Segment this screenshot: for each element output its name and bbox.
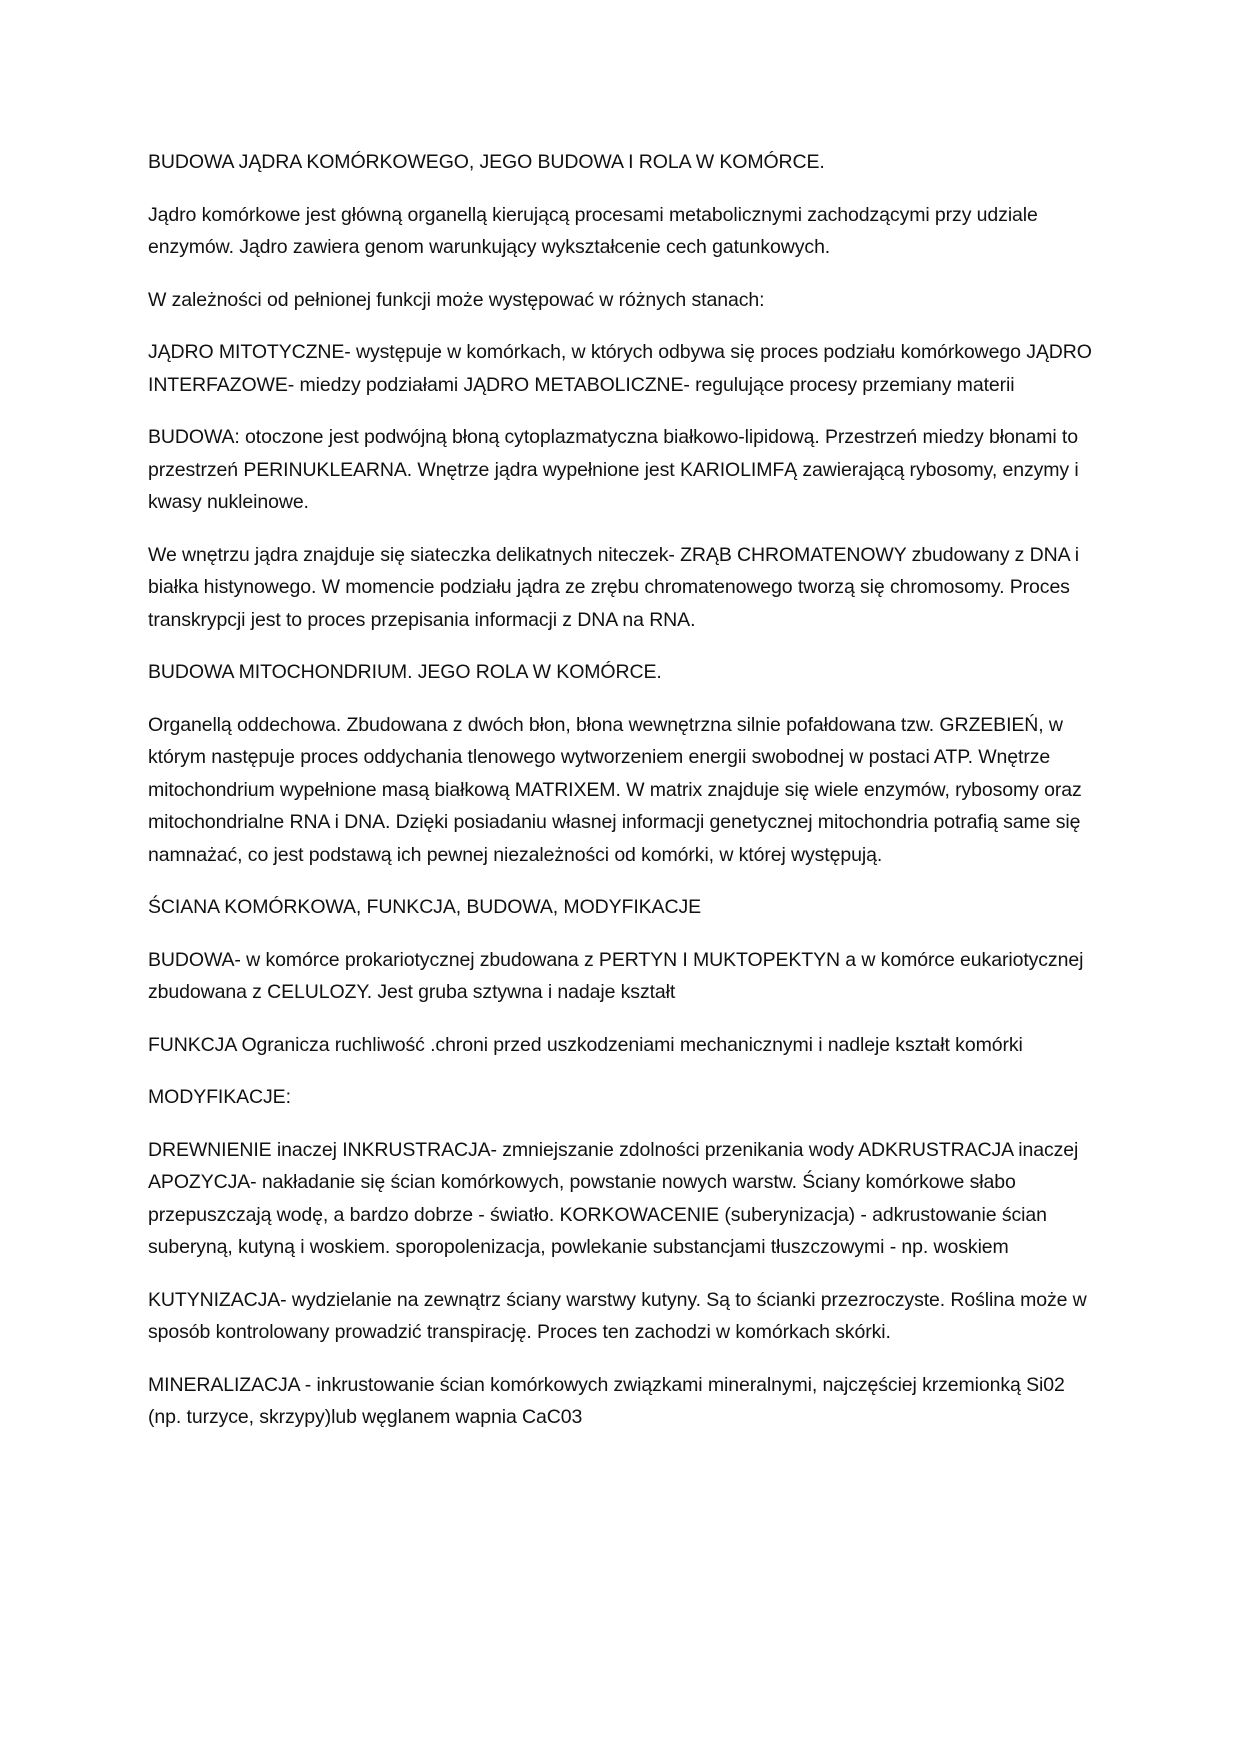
heading-cell-wall: ŚCIANA KOMÓRKOWA, FUNKCJA, BUDOWA, MODYFIKACJE xyxy=(148,896,702,918)
paragraph-nucleus-states-intro: W zależności od pełnionej funkcji może występować w różnych stanach: xyxy=(148,288,765,311)
document-body xyxy=(148,146,1100,1454)
paragraph-cell-wall-function: FUNKCJA Ogranicza ruchliwość .chroni przed uszkodzeniami mechanicznymi i nadleje kształt komórki xyxy=(148,1033,1023,1056)
paragraph-nucleus-intro: Jądro komórkowe jest główną organellą kierującą procesami metabolicznymi zachodzącymi przy udziale enzymów. Jądro zawiera genom warunkujący wykształcenie cech gatunkowych. xyxy=(148,203,1038,258)
paragraph-cutinization: KUTYNIZACJA- wydzielanie na zewnątrz ściany warstwy kutyny. Są to ścianki przezroczyste. Roślina może w sposób kontrolowany prowadzić transpirację. Proces ten zachodzi w komórkach skórki. xyxy=(148,1288,1087,1343)
paragraph-mitochondrium: Organellą oddechowa. Zbudowana z dwóch błon, błona wewnętrzna silnie pofałdowana tzw. GRZEBIEŃ, w którym następuje proces oddychania tlenowego wytworzeniem energii swobodnej w postaci ATP. Wnętrze mitochondrium wypełnione masą białkową MATRIXEM. W matrix znajduje się wiele enzymów, rybosomy oraz mitochondrialne RNA i DNA. Dzięki posiadaniu własnej informacji genetycznej mitochondria potrafią same się namnażać, co jest podstawą ich pewnej niezależności od komórki, w której występują. xyxy=(148,713,1082,866)
heading-mitochondrium: BUDOWA MITOCHONDRIUM. JEGO ROLA W KOMÓRCE. xyxy=(148,661,662,683)
heading-cell-nucleus: BUDOWA JĄDRA KOMÓRKOWEGO, JEGO BUDOWA I ROLA W KOMÓRCE. xyxy=(148,151,825,173)
paragraph-lignification: DREWNIENIE inaczej INKRUSTRACJA- zmniejszanie zdolności przenikania wody ADKRUSTRACJA inaczej APOZYCJA- nakładanie się ścian komórkowych, powstanie nowych warstw. Ściany komórkowe słabo przepuszczają wodę, a bardzo dobrze - światło. KORKOWACENIE (suberynizacja) - adkrustowanie ścian suberyną, kutyną i woskiem. sporopolenizacja, powlekanie substancjami tłuszczowymi - np. woskiem xyxy=(148,1138,1079,1258)
paragraph-cell-wall-structure: BUDOWA- w komórce prokariotycznej zbudowana z PERTYN I MUKTOPEKTYN a w komórce eukariotycznej zbudowana z CELULOZY. Jest gruba sztywna i nadaje kształt xyxy=(148,948,1084,1003)
paragraph-nucleus-states: JĄDRO MITOTYCZNE- występuje w komórkach, w których odbywa się proces podziału komórkowego JĄDRO INTERFAZOWE- miedzy podziałami JĄDRO METABOLICZNE- regulujące procesy przemiany materii xyxy=(148,341,1092,396)
paragraph-nucleus-structure: BUDOWA: otoczone jest podwójną błoną cytoplazmatyczna białkowo-lipidową. Przestrzeń miedzy błonami to przestrzeń PERINUKLEARNA. Wnętrze jądra wypełnione jest KARIOLIMFĄ zawierającą rybosomy, enzymy i kwasy nukleinowe. xyxy=(148,426,1079,513)
paragraph-mineralization: MINERALIZACJA - inkrustowanie ścian komórkowych związkami mineralnymi, najczęściej krzemionką Si02 (np. turzyce, skrzypy)lub węglanem wapnia CaC03 xyxy=(148,1373,1065,1428)
heading-modifications: MODYFIKACJE: xyxy=(148,1086,291,1108)
paragraph-chromatin: We wnętrzu jądra znajduje się siateczka delikatnych niteczek- ZRĄB CHROMATENOWY zbudowany z DNA i białka histynowego. W momencie podziału jądra ze zrębu chromatenowego tworzą się chromosomy. Proces transkrypcji jest to proces przepisania informacji z DNA na RNA. xyxy=(148,543,1079,631)
